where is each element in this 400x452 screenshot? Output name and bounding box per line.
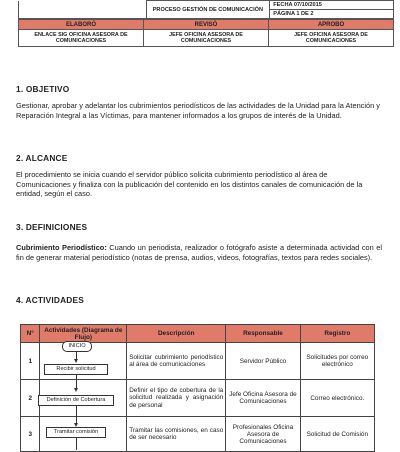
flow-start-terminal: INICIO [62,341,92,352]
section-objetivo-text: Gestionar, aprobar y adelantar los cubrimientos periodísticos de las actividades de la Unidad para la Atención y Reparación Integral a las Víctimas, para mantener informados a los grupos de interés de la Unidad. [16,101,380,120]
section-actividades-title: 4. ACTIVIDADES [16,295,84,305]
col-description: Descripción [127,325,226,343]
flow-connector [76,437,77,450]
col-activities: Actividades (Diagrama de Flujo) [40,325,127,343]
col-responsible: Responsable [226,325,300,343]
row-record: Correo electrónico. [300,380,374,417]
role-elaboro: ELABORÓ [19,20,144,30]
name-aprobo: JEFE OFICINA ASESORA DE COMUNICACIONES [269,30,394,47]
row-number: 1 [21,343,40,380]
flow-diagram [34,340,120,450]
row-description: Tramitar las comisiones, en caso de ser necesario [127,417,226,452]
flow-connector [76,405,77,425]
document-header [18,0,394,47]
row-responsible: Jefe Oficina Asesora de Comunicaciones [226,380,300,417]
col-number: N° [21,325,40,343]
flow-step-recibir: Recibir solicitud [44,364,108,375]
name-reviso: JEFE OFICINA ASESORA DE COMUNICACIONES [144,30,269,47]
header-logo-cell [19,1,147,19]
flow-arrow-icon [74,388,78,392]
page-number: PÁGINA 1 DE 2 [270,10,394,19]
definition-term: Cubrimiento Periodístico: [16,243,107,252]
process-title: PROCESO GESTIÓN DE COMUNICACIÓN [146,1,270,19]
section-alcance-title: 2. ALCANCE [16,153,68,163]
row-responsible: Profesionales Oficina Asesora de Comunicaciones [226,417,300,452]
col-record: Registro [300,325,374,343]
role-aprobo: APROBO [269,20,394,30]
row-record: Solicitud de Comisión [300,417,374,452]
flow-step-comision: Tramitar comisión [46,427,106,438]
row-record: Solicitudes por correo electrónico [300,343,374,380]
section-definiciones-text [16,243,382,262]
row-responsible: Servidor Público [226,343,300,380]
row-description: Definir el tipo de cobertura de la solicitud realizada y asignación de personal [127,380,226,417]
document-date: FECHA 07/10/2015 [270,1,394,10]
row-number: 2 [21,380,40,417]
section-definiciones-title: 3. DEFINICIONES [16,222,88,232]
name-elaboro: ENLACE SIG OFICINA ASESORA DE COMUNICACIONES [19,30,144,47]
flow-step-cobertura: Definición de Cobertura [38,395,114,406]
flow-arrow-icon [74,359,78,363]
definition-text: Cuando un periodista, realizador o fotógrafo asiste a determinada actividad con el fin de generar material periodístico (notas de prensa, audios, videos, fotografías, textos para redes sociales). [16,243,382,262]
section-alcance-text: El procedimiento se inicia cuando el servidor público solicita cubrimiento periodístico al área de Comunicaciones y finaliza con la publicación del contenido en los distintos canales de comunicación de la entidad, según el caso. [16,170,363,199]
row-number: 3 [21,417,40,452]
role-reviso: REVISÓ [144,20,269,30]
row-description: Solicitar cubrimiento periodístico al área de comunicaciones [127,343,226,380]
section-objetivo-title: 1. OBJETIVO [16,84,70,94]
